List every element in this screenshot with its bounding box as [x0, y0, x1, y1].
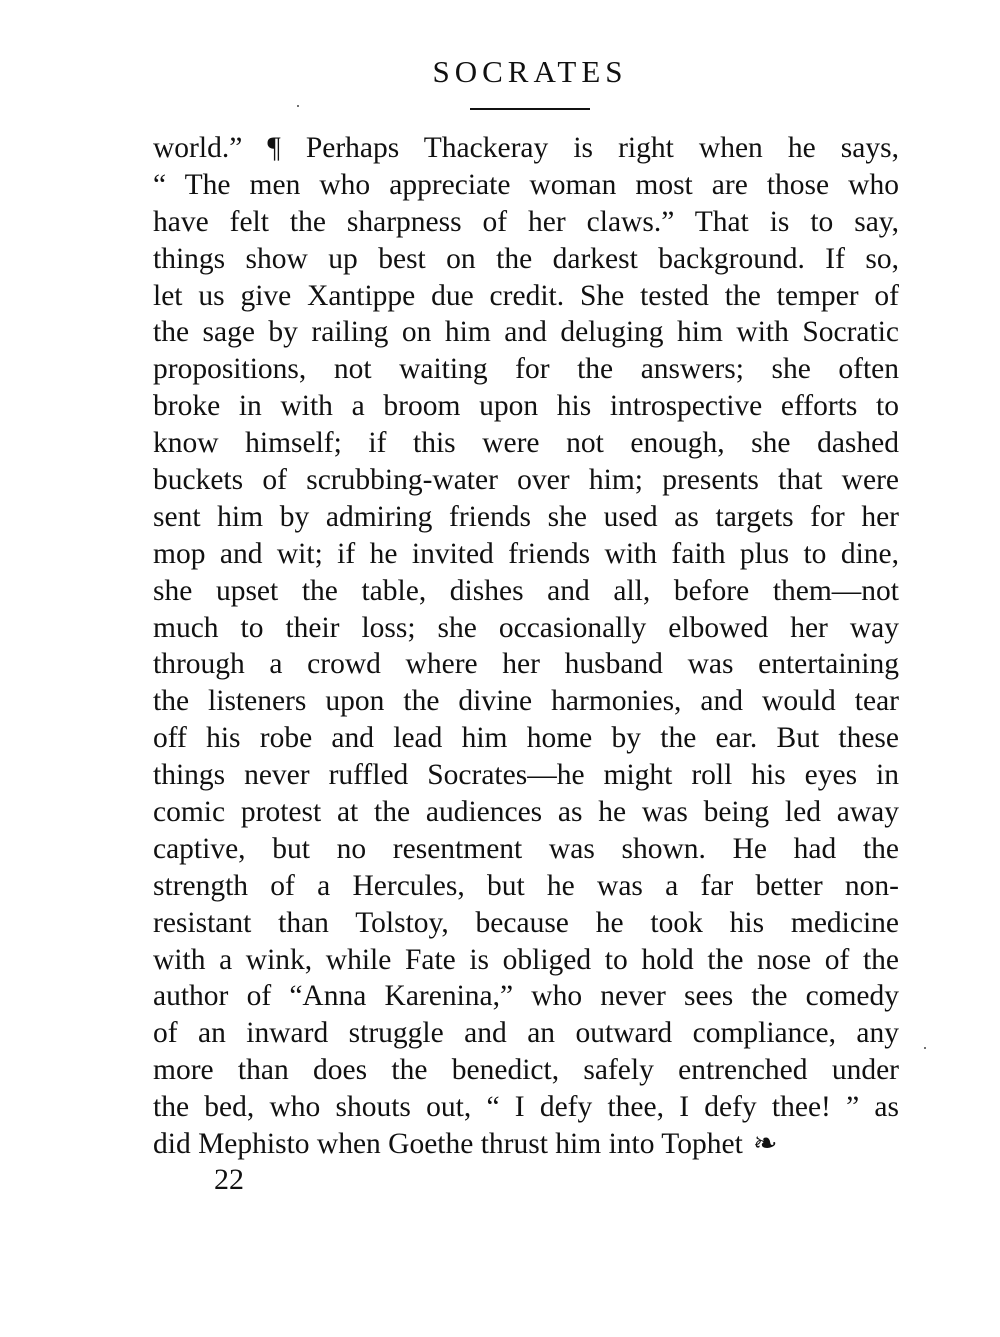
print-speck: [297, 105, 299, 107]
text-line: of an inward struggle and an outward compliance, any: [153, 1017, 899, 1050]
print-speck: [924, 1047, 926, 1049]
body-text: [153, 130, 899, 1163]
head-rule: [470, 108, 590, 110]
text-line: comic protest at the audiences as he was being led away: [153, 796, 899, 829]
text-line: the sage by railing on him and deluging him with Socratic: [153, 316, 899, 349]
text-line: things show up best on the darkest background. If so,: [153, 242, 899, 275]
text-line: more than does the benedict, safely entrenched under: [153, 1054, 899, 1087]
text-line: strength of a Hercules, but he was a far better non-: [153, 869, 899, 902]
text-line-content: did Mephisto when Goethe thrust him into Tophet: [153, 1128, 743, 1161]
text-line: buckets of scrubbing-water over him; presents that were: [153, 464, 899, 497]
text-line: “ The men who appreciate woman most are those who: [153, 168, 899, 201]
text-line: know himself; if this were not enough, she dashed: [153, 427, 899, 460]
fleuron-ornament-icon: ❧: [752, 1128, 778, 1161]
text-line: resistant than Tolstoy, because he took his medicine: [153, 906, 899, 939]
text-line: propositions, not waiting for the answers; she often: [153, 353, 899, 386]
text-line: broke in with a broom upon his introspective efforts to: [153, 390, 899, 423]
text-line: the listeners upon the divine harmonies, and would tear: [153, 685, 899, 718]
running-head: SOCRATES: [432, 54, 628, 89]
text-line-last: [153, 1126, 899, 1163]
text-line: off his robe and lead him home by the ear. But these: [153, 722, 899, 755]
text-line: world.” ¶ Perhaps Thackeray is right when he says,: [153, 132, 899, 164]
text-line: she upset the table, dishes and all, before them—not: [153, 574, 899, 607]
text-line: with a wink, while Fate is obliged to hold the nose of the: [153, 943, 899, 976]
text-line: sent him by admiring friends she used as targets for her: [153, 500, 899, 533]
page-number: 22: [214, 1163, 244, 1196]
text-line: author of “Anna Karenina,” who never sees the comedy: [153, 980, 899, 1013]
text-line: let us give Xantippe due credit. She tested the temper of: [153, 279, 899, 312]
text-line: the bed, who shouts out, “ I defy thee, I defy thee! ” as: [153, 1091, 899, 1124]
text-line: through a crowd where her husband was entertaining: [153, 648, 899, 681]
text-line: have felt the sharpness of her claws.” That is to say,: [153, 205, 899, 238]
text-line: mop and wit; if he invited friends with faith plus to dine,: [153, 537, 899, 570]
text-line: things never ruffled Socrates—he might roll his eyes in: [153, 759, 899, 792]
text-line: much to their loss; she occasionally elbowed her way: [153, 611, 899, 644]
text-line: captive, but no resentment was shown. He had the: [153, 832, 899, 865]
